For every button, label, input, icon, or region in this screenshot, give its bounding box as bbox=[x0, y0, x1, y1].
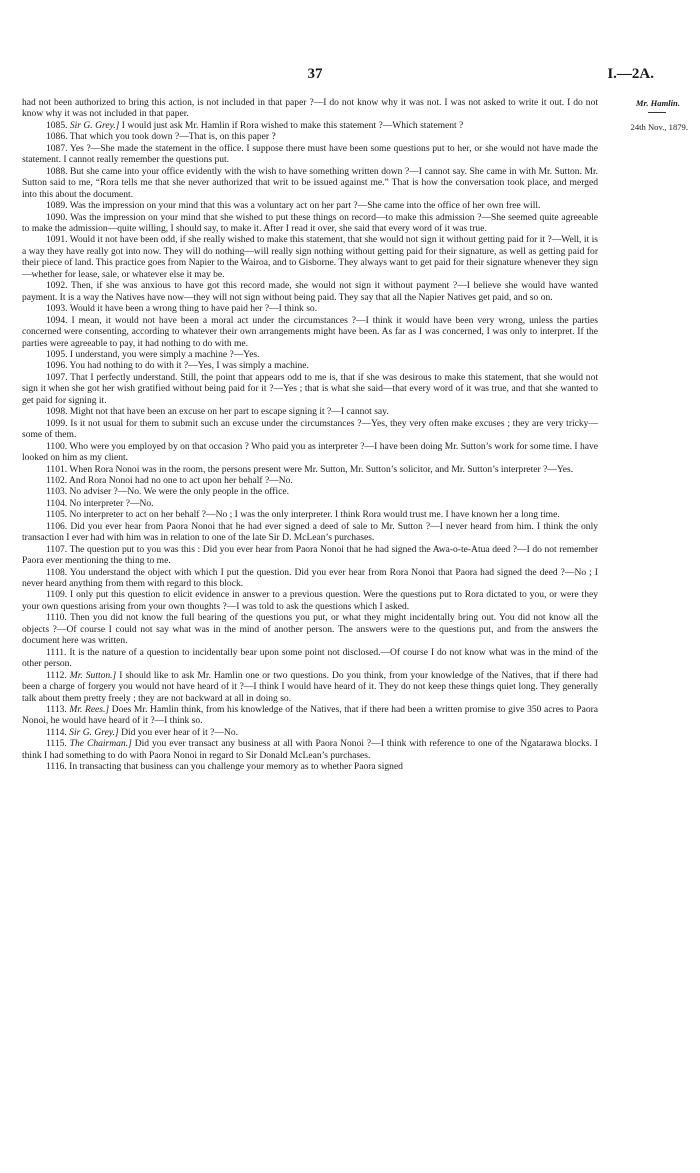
paragraph-text: The question put to you was this : Did you ever hear from Paora Nonoi that he had signed the Awa-o-te-Atua deed ?—I do not remember Paora ever mentioning the thing to me. bbox=[22, 543, 598, 567]
testimony-paragraph bbox=[22, 475, 598, 486]
question-number: 1085. bbox=[46, 119, 68, 131]
question-number: 1106. bbox=[46, 520, 68, 532]
testimony-paragraph bbox=[22, 200, 598, 211]
testimony-paragraph bbox=[22, 612, 598, 646]
testimony-paragraph bbox=[22, 647, 598, 670]
paragraph-text: Was the impression on your mind that this was a voluntary act on her part ?—She came into the office of her own free will. bbox=[69, 200, 541, 212]
paragraph-text: Then, if she was anxious to have got this record made, she would not sign it without payment ?—I believe she would have wanted payment. It is a way the Natives have now—they will not sign without being paid. They say that all the Napier Natives get paid, and so on. bbox=[22, 280, 598, 303]
testimony-paragraph bbox=[22, 131, 598, 142]
question-number: 1089. bbox=[46, 200, 68, 212]
paragraph-text: Is it not usual for them to submit such an excuse under the circumstances ?—Yes, they very often make excuses ; they are very tricky—some of them. bbox=[22, 417, 598, 441]
testimony-paragraph bbox=[22, 738, 598, 761]
witness-name: Mr. Hamlin. bbox=[635, 98, 680, 108]
paragraph-text: You had nothing to do with it ?—Yes, I was simply a machine. bbox=[69, 360, 309, 372]
question-number: 1109. bbox=[46, 589, 68, 601]
question-number: 1107. bbox=[46, 543, 68, 555]
speaker-label: Sir G. Grey.] bbox=[69, 119, 120, 131]
testimony-paragraph bbox=[22, 280, 598, 303]
question-number: 1101. bbox=[46, 463, 68, 475]
paragraph-text: I understand, you were simply a machine ?—Yes. bbox=[69, 348, 260, 360]
question-number: 1100. bbox=[46, 440, 68, 452]
speaker-label: Sir G. Grey.] bbox=[69, 726, 119, 738]
paragraph-text: Might not that have been an excuse on her part to escape signing it ?—I cannot say. bbox=[69, 406, 389, 418]
question-number: 1111. bbox=[46, 646, 67, 658]
testimony-paragraph bbox=[22, 761, 598, 772]
question-number: 1086. bbox=[46, 131, 68, 143]
speaker-label: The Chairman.] bbox=[69, 738, 132, 750]
question-number: 1087. bbox=[46, 142, 68, 154]
paragraph-text: When Rora Nonoi was in the room, the persons present were Mr. Sutton, Mr. Sutton’s solicitor, and Mr. Sutton’s interpreter ?—Yes. bbox=[69, 463, 574, 475]
speaker-label: Mr. Sutton.] bbox=[69, 669, 117, 681]
testimony-paragraph bbox=[22, 143, 598, 166]
question-number: 1112. bbox=[46, 669, 67, 681]
question-number: 1102. bbox=[46, 474, 68, 486]
question-number: 1116. bbox=[46, 761, 67, 773]
testimony-paragraph bbox=[22, 360, 598, 371]
paragraph-text: had not been authorized to bring this action, is not included in that paper ?—I do not know why it was not. I was not asked to write it out. I do not know why it was not included in that paper. bbox=[22, 97, 598, 120]
testimony-paragraph bbox=[22, 120, 598, 131]
question-number: 1113. bbox=[46, 704, 67, 716]
paragraph-text: And Rora Nonoi had no one to act upon her behalf ?—No. bbox=[69, 474, 293, 486]
paragraph-text: I only put this question to elicit evidence in answer to a previous question. Were the questions put to Rora dictated to you, or were they your own questions arising from your own thoughts ?—I was told to ask the questions which I asked. bbox=[22, 589, 598, 612]
question-number: 1105. bbox=[46, 509, 68, 521]
paragraph-text: Would it not have been odd, if she really wished to make this statement, that she would not sign it without getting paid for it ?—Well, it is a way they have really got into now. They will do nothing—will really sign nothing without getting paid for their signature, as well as getting paid for their piece of land. This practice goes from Napier to the Wairoa, and to Gisborne. They always want to get paid for their signature whenever they sign—whether for lease, sale, or whatever else it may be. bbox=[22, 234, 598, 280]
testimony-paragraph bbox=[22, 704, 598, 727]
paragraph-text: I mean, it would not have been a moral act under the circumstances ?—I think it would have been very wrong, unless the parties concerned were consenting, according to whatever their own arrangements might have been. As far as I was concerned, I was only to interpret. If the parties were agreeable to pay, it had nothing to do with me. bbox=[22, 314, 598, 349]
paragraph-text: Did you ever transact any business at all with Paora Nonoi ?—I think with reference to one of the Ngatarawa blocks. I think I had something to do with Paora Nonoi in regard to Sir Donald McLean’s purchases. bbox=[22, 738, 598, 761]
question-number: 1091. bbox=[46, 234, 68, 246]
testimony-paragraph bbox=[22, 521, 598, 544]
testimony-paragraph bbox=[22, 589, 598, 612]
testimony-paragraph bbox=[22, 212, 598, 235]
speaker-label: Mr. Rees.] bbox=[69, 704, 110, 716]
witness-divider bbox=[648, 112, 666, 113]
question-number: 1114. bbox=[46, 726, 67, 738]
testimony-paragraph bbox=[22, 464, 598, 475]
testimony-paragraph bbox=[22, 97, 598, 120]
page-number: 37 bbox=[307, 66, 323, 82]
question-number: 1096. bbox=[46, 360, 68, 372]
paragraph-text: You understand the object with which I put the question. Did you ever hear from Rora Nonoi that Paora had signed the deed ?—No ; I never heard anything from them with regard to this block. bbox=[22, 566, 598, 590]
paragraph-text: In transacting that business can you challenge your memory as to whether Paora signed bbox=[69, 761, 403, 773]
testimony-paragraph bbox=[22, 544, 598, 567]
paragraph-text: Does Mr. Hamlin think, from his knowledge of the Natives, that if there had been a written promise to give 350 acres to Paora Nonoi, he would have heard of it ?—I think so. bbox=[22, 704, 599, 727]
question-number: 1097. bbox=[46, 371, 68, 383]
question-number: 1115. bbox=[46, 738, 67, 750]
paragraph-text: Who were you employed by on that occasion ? Who paid you as interpreter ?—I have been doing Mr. Sutton’s work for some time. I have looked on him as my client. bbox=[22, 440, 599, 464]
question-number: 1090. bbox=[46, 211, 68, 223]
paragraph-text: I would just ask Mr. Hamlin if Rora wished to make this statement ?—Which statement ? bbox=[121, 119, 464, 131]
paragraph-text: Was the impression on your mind that she wished to put these things on record—to make this admission ?—She seemed quite agreeable to make the admission—quite willing, I should say, to make it. After I read it over, she said that every word of it was true. bbox=[22, 211, 598, 234]
testimony-paragraph bbox=[22, 372, 598, 406]
testimony-body bbox=[22, 97, 598, 773]
paragraph-text: Did you ever hear from Paora Nonoi that he had ever signed a deed of sale to Mr. Sutton ?—I never heard from him. I think the only transaction I ever had with him was in relation to one of the late Sir D. McLean’s purchases. bbox=[22, 520, 598, 544]
testimony-paragraph bbox=[22, 670, 598, 704]
question-number: 1108. bbox=[46, 566, 68, 578]
paragraph-text: Then you did not know the full bearing of the questions you put, or what they might incidentally bring out. You did not know all the objects ?—Of course I could not say what was in the mind of another person. The answers were to the questions put, and from the answers the document here was written. bbox=[22, 612, 598, 647]
question-number: 1088. bbox=[46, 165, 68, 177]
question-number: 1092. bbox=[46, 280, 68, 292]
testimony-paragraph bbox=[22, 486, 598, 497]
testimony-paragraph bbox=[22, 727, 598, 738]
question-number: 1098. bbox=[46, 406, 68, 418]
testimony-paragraph bbox=[22, 509, 598, 520]
paragraph-text: It is the nature of a question to incidentally bear upon some point not disclosed.—Of course I do not know what was in the mind of the other person. bbox=[22, 646, 598, 670]
question-number: 1104. bbox=[46, 497, 68, 509]
paragraph-text: Would it have been a wrong thing to have paid her ?—I think so. bbox=[69, 303, 318, 315]
paragraph-text: That which you took down ?—That is, on this paper ? bbox=[69, 131, 276, 143]
paragraph-text: No adviser ?—No. We were the only people in the office. bbox=[69, 486, 289, 498]
question-number: 1099. bbox=[46, 417, 68, 429]
testimony-paragraph bbox=[22, 234, 598, 280]
question-number: 1093. bbox=[46, 303, 68, 315]
question-number: 1110. bbox=[46, 612, 67, 624]
testimony-paragraph bbox=[22, 498, 598, 509]
question-number: 1103. bbox=[46, 486, 68, 498]
paragraph-text: No interpreter to act on her behalf ?—No ; I was the only interpreter. I think Rora would trust me. I have known her a long time. bbox=[69, 509, 560, 521]
testimony-paragraph bbox=[22, 349, 598, 360]
paragraph-text: Yes ?—She made the statement in the office. I suppose there must have been some questions put to her, or she would not have made the statement. I cannot really remember the questions put. bbox=[22, 142, 598, 166]
testimony-paragraph bbox=[22, 567, 598, 590]
hearing-date: 24th Nov., 1879. bbox=[630, 122, 688, 132]
paragraph-text: That I perfectly understand. Still, the point that appears odd to me is, that if she was desirous to make this statement, that she would not sign it when she got her wish gratified without being paid for it ?—Yes ; that is what she said—that every word of it was true, and that she wanted to get paid for signing it. bbox=[22, 371, 598, 406]
testimony-paragraph bbox=[22, 303, 598, 314]
paragraph-text: But she came into your office evidently with the wish to have something written down ?—I cannot say. She came in with Mr. Sutton. Mr. Sutton said to me, “Rora tells me that she never authorized that writ to be issued against me.” That is how the conversation took place, and merged into this about the document. bbox=[22, 165, 598, 200]
testimony-paragraph bbox=[22, 315, 598, 349]
testimony-paragraph bbox=[22, 418, 598, 441]
paragraph-text: I should like to ask Mr. Hamlin one or two questions. Do you think, from your knowledge of the Natives, that if there had been a charge of forgery you would not have heard of it ?—I think I would have heard of it. They do not keep these things quiet long. They generally talk about them pretty freely ; they are not backward at all in doing so. bbox=[22, 669, 598, 704]
question-number: 1094. bbox=[46, 314, 68, 326]
question-number: 1095. bbox=[46, 348, 68, 360]
testimony-paragraph bbox=[22, 406, 598, 417]
series-reference: I.—2A. bbox=[607, 66, 654, 82]
paragraph-text: Did you ever hear of it ?—No. bbox=[121, 726, 238, 738]
testimony-paragraph bbox=[22, 166, 598, 200]
testimony-paragraph bbox=[22, 441, 598, 464]
paragraph-text: No interpreter ?—No. bbox=[69, 497, 154, 509]
